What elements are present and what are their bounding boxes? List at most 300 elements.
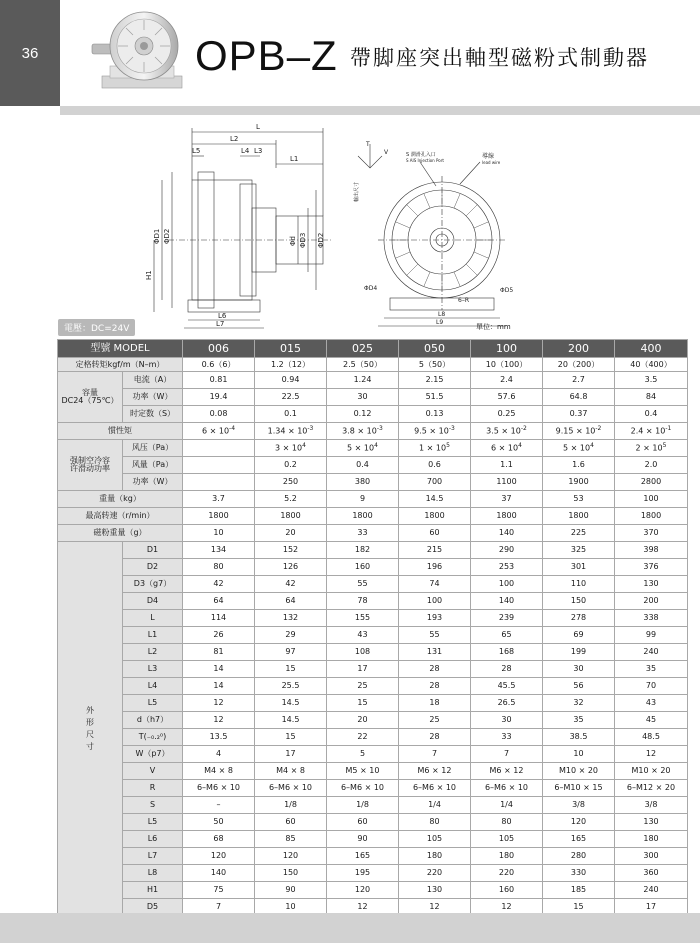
table-cell: 300 [615,848,688,865]
table-cell: 12 [399,899,471,916]
table-cell: 7 [399,746,471,763]
table-cell: M6 × 12 [399,763,471,780]
table-cell: 225 [543,525,615,542]
table-cell: M5 × 10 [327,763,399,780]
brake-product-photo [92,8,200,104]
table-row [58,423,688,440]
table-cell: 132 [255,610,327,627]
dim-L1: L1 [290,155,299,163]
table-cell: 239 [471,610,543,627]
table-row [58,797,688,814]
table-row [58,661,688,678]
table-cell: 108 [327,644,399,661]
table-cell: 134 [183,542,255,559]
table-cell: 33 [327,525,399,542]
table-cell: 12 [615,746,688,763]
table-cell: 0.94 [255,372,327,389]
table-cell: 30 [543,661,615,678]
table-cell: 90 [327,831,399,848]
model-100: 100 [471,340,543,358]
table-cell: 140 [183,865,255,882]
table-cell: 32 [543,695,615,712]
table-cell: 53 [543,491,615,508]
table-cell: 7 [183,899,255,916]
table-cell: 155 [327,610,399,627]
table-cell: 40（400） [615,358,688,372]
table-cell: 90 [255,882,327,899]
table-cell: 6–M6 × 10 [255,780,327,797]
table-cell: 126 [255,559,327,576]
table-cell: 165 [327,848,399,865]
table-cell: 43 [327,627,399,644]
table-cell: 110 [543,576,615,593]
table-cell: 20 [255,525,327,542]
dim-R: 6–R [458,297,469,304]
table-cell: 12 [471,899,543,916]
dim-L5: L5 [192,147,201,155]
table-cell [183,474,255,491]
table-cell: 14 [183,678,255,695]
table-cell: 17 [327,661,399,678]
table-cell: 200 [615,593,688,610]
model-header: 型號 MODEL [58,340,183,358]
table-cell: 70 [615,678,688,695]
table-row [58,491,688,508]
dim-L4: L4 [241,147,250,155]
cooling-group-label: 强制空冷容 许滑动功率 [58,440,123,491]
dim-V: V [384,149,389,156]
table-row [58,865,688,882]
table-cell: 28 [399,678,471,695]
table-cell: 185 [543,882,615,899]
table-cell: 380 [327,474,399,491]
row-label: S [123,797,183,814]
table-cell: 325 [543,542,615,559]
table-cell: 180 [471,848,543,865]
table-cell: 100 [615,491,688,508]
table-cell: 360 [615,865,688,882]
row-label: 功率（W） [123,389,183,406]
dim-D1: ΦD1 [153,228,161,244]
table-row [58,440,688,457]
row-label: 风压（Pa） [123,440,183,457]
table-cell [183,440,255,457]
unit-note: 單位：mm [476,323,511,331]
table-row [58,358,688,372]
table-cell: 182 [327,542,399,559]
table-cell: 1.24 [327,372,399,389]
table-row [58,542,688,559]
row-label: 磁粉重量（g） [58,525,183,542]
table-cell: 78 [327,593,399,610]
table-cell: 14.5 [255,712,327,729]
table-cell: $5 \times 10^4$ [327,440,399,457]
spec-table [57,339,688,916]
table-row [58,508,688,525]
table-cell: 99 [615,627,688,644]
row-label: W（p7） [123,746,183,763]
table-cell: 15 [327,695,399,712]
table-cell: 180 [615,831,688,848]
dim-T: T [366,141,370,148]
dim-D2-right: ΦD2 [317,232,325,248]
table-cell: 25 [327,678,399,695]
table-cell: 10 [183,525,255,542]
row-label: L8 [123,865,183,882]
table-cell [183,457,255,474]
dim-L8: L8 [438,311,446,318]
table-cell: 64 [255,593,327,610]
table-cell: 69 [543,627,615,644]
table-cell: 3.7 [183,491,255,508]
table-cell: 2.7 [543,372,615,389]
table-cell: 220 [399,865,471,882]
row-label: 时定数（S） [123,406,183,423]
table-row [58,848,688,865]
table-cell: 160 [471,882,543,899]
table-row [58,814,688,831]
row-label: L1 [123,627,183,644]
table-cell: 1/8 [327,797,399,814]
table-cell: M10 × 20 [543,763,615,780]
table-cell: 80 [471,814,543,831]
row-label: L4 [123,678,183,695]
table-cell: 22.5 [255,389,327,406]
table-cell: 168 [471,644,543,661]
row-label: D1 [123,542,183,559]
table-row [58,712,688,729]
table-cell: 29 [255,627,327,644]
row-label: 最高转速（r/min） [58,508,183,525]
table-cell: 6–M6 × 10 [327,780,399,797]
table-row [58,389,688,406]
table-cell: 1.6 [543,457,615,474]
dim-H1: H1 [145,270,153,280]
row-label: 惯性矩 [58,423,183,440]
table-row [58,610,688,627]
row-label: D5 [123,899,183,916]
table-cell: 60 [399,525,471,542]
table-cell: 85 [255,831,327,848]
table-cell: 17 [255,746,327,763]
table-cell: 5.2 [255,491,327,508]
table-cell: 3/8 [615,797,688,814]
row-label: L5 [123,695,183,712]
table-row [58,525,688,542]
table-cell: 45 [615,712,688,729]
table-cell: 28 [399,729,471,746]
table-cell: 55 [327,576,399,593]
table-cell: 131 [399,644,471,661]
table-cell: 38.5 [543,729,615,746]
table-cell: 13.5 [183,729,255,746]
table-cell: $2 \times 10^5$ [615,440,688,457]
lead-wire-label-en: lead wire [482,160,501,165]
side-view-drawing [145,120,348,332]
row-label: L2 [123,644,183,661]
table-cell: 6–M6 × 10 [183,780,255,797]
row-label: 功率（W） [123,474,183,491]
table-cell: 6–M6 × 10 [399,780,471,797]
lead-wire-label: 導線 [482,153,495,160]
table-cell: 60 [255,814,327,831]
dim-L9: L9 [436,319,444,326]
table-cell: 290 [471,542,543,559]
table-cell: 1.1 [471,457,543,474]
table-cell: 253 [471,559,543,576]
table-cell: 80 [399,814,471,831]
table-cell: $9.15 \times 10^{-2}$ [543,423,615,440]
table-row [58,831,688,848]
row-label: 电流（A） [123,372,183,389]
table-row [58,372,688,389]
model-025: 025 [327,340,399,358]
table-cell: 84 [615,389,688,406]
table-cell: 160 [327,559,399,576]
table-cell: 2.4 [471,372,543,389]
row-label: 风量（Pa） [123,457,183,474]
table-row [58,474,688,491]
table-cell: 0.37 [543,406,615,423]
table-cell: 165 [543,831,615,848]
table-cell: 150 [255,865,327,882]
header-row [58,340,688,358]
table-cell: 1900 [543,474,615,491]
table-cell: – [183,797,255,814]
table-cell: 20 [327,712,399,729]
table-row [58,882,688,899]
table-cell: 28 [399,661,471,678]
table-cell: 4 [183,746,255,763]
table-row [58,627,688,644]
row-label: L3 [123,661,183,678]
table-cell: 35 [543,712,615,729]
row-label: L5 [123,814,183,831]
table-cell: 14 [183,661,255,678]
table-cell: 15 [255,661,327,678]
table-cell: 26.5 [471,695,543,712]
table-cell: $5 \times 10^4$ [543,440,615,457]
table-cell: 15 [255,729,327,746]
table-cell: 100 [471,576,543,593]
model-400: 400 [615,340,688,358]
table-cell: 81 [183,644,255,661]
table-cell: 14.5 [399,491,471,508]
table-row [58,406,688,423]
table-cell: M4 × 8 [183,763,255,780]
table-cell: 30 [327,389,399,406]
model-006: 006 [183,340,255,358]
table-cell: 42 [183,576,255,593]
table-cell: 1/4 [471,797,543,814]
table-cell: 51.5 [399,389,471,406]
table-cell: 75 [183,882,255,899]
table-cell: $1 \times 10^5$ [399,440,471,457]
table-cell: 1/4 [399,797,471,814]
table-cell: 215 [399,542,471,559]
table-cell: 1800 [327,508,399,525]
table-cell: 280 [543,848,615,865]
table-cell: 9 [327,491,399,508]
table-cell: 398 [615,542,688,559]
table-cell: 700 [399,474,471,491]
port-label-en: S AIS Injection Port [406,158,444,163]
table-cell: 30 [471,712,543,729]
row-label: H1 [123,882,183,899]
table-cell: 1100 [471,474,543,491]
table-cell: 0.13 [399,406,471,423]
table-cell: 12 [183,695,255,712]
table-cell: 0.6 [399,457,471,474]
row-label: L7 [123,848,183,865]
table-cell: 193 [399,610,471,627]
table-cell: 2.5（50） [327,358,399,372]
footer-bar [0,913,700,943]
dim-d: Φd [289,236,297,246]
table-cell: 1800 [183,508,255,525]
table-cell: 140 [471,593,543,610]
output-dim-note: 輸出尺寸 [354,181,360,202]
table-cell: 1800 [255,508,327,525]
row-label: L [123,610,183,627]
table-cell: 25.5 [255,678,327,695]
table-row [58,457,688,474]
page-number: 36 [0,0,60,106]
table-cell: 2800 [615,474,688,491]
table-cell: $1.34 \times 10^{-3}$ [255,423,327,440]
table-cell: 114 [183,610,255,627]
table-cell: 25 [399,712,471,729]
table-cell: 12 [327,899,399,916]
table-cell: 120 [327,882,399,899]
table-cell: M10 × 20 [615,763,688,780]
row-label: 定格转矩kgf/m（N–m） [58,358,183,372]
table-cell: 195 [327,865,399,882]
table-cell: M4 × 8 [255,763,327,780]
table-cell: 0.1 [255,406,327,423]
dim-L6: L6 [218,312,227,320]
table-cell: 0.4 [327,457,399,474]
table-cell: 1/8 [255,797,327,814]
table-cell: 37 [471,491,543,508]
dim-D5: ΦD5 [500,287,514,294]
table-cell: 0.6（6） [183,358,255,372]
table-cell: 64.8 [543,389,615,406]
table-cell: 100 [399,593,471,610]
table-cell: 97 [255,644,327,661]
table-cell: 338 [615,610,688,627]
table-row [58,644,688,661]
table-cell: 60 [327,814,399,831]
dim-L3: L3 [254,147,263,155]
table-cell: $6 \times 10^4$ [471,440,543,457]
table-cell: 1.2（12） [255,358,327,372]
table-cell: 120 [255,848,327,865]
table-cell: 370 [615,525,688,542]
table-cell: 17 [615,899,688,916]
table-cell: 45.5 [471,678,543,695]
table-cell: 250 [255,474,327,491]
table-cell: 220 [471,865,543,882]
table-row [58,695,688,712]
table-cell: 6–M12 × 20 [615,780,688,797]
table-cell: 35 [615,661,688,678]
row-label: D4 [123,593,183,610]
table-cell: 5 [327,746,399,763]
table-cell: 20（200） [543,358,615,372]
table-cell: 10 [543,746,615,763]
table-cell: 0.81 [183,372,255,389]
table-row [58,559,688,576]
table-cell: 1800 [543,508,615,525]
capacity-group-label: 容量 DC24（75℃） [58,372,123,423]
table-cell: 120 [183,848,255,865]
table-cell: 180 [399,848,471,865]
table-cell: 0.2 [255,457,327,474]
dim-D4: ΦD4 [364,285,378,292]
table-row [58,729,688,746]
table-cell: 0.12 [327,406,399,423]
table-cell: 15 [543,899,615,916]
table-cell: 22 [327,729,399,746]
table-cell: 33 [471,729,543,746]
table-cell: 43 [615,695,688,712]
table-cell: 2.0 [615,457,688,474]
table-cell: 301 [543,559,615,576]
table-row [58,593,688,610]
table-cell: 105 [399,831,471,848]
model-title: OPB–Z [195,32,338,79]
table-cell: 0.08 [183,406,255,423]
table-cell: 1800 [399,508,471,525]
table-cell: 50 [183,814,255,831]
table-cell: $3.5 \times 10^{-2}$ [471,423,543,440]
table-cell: 196 [399,559,471,576]
table-cell: 64 [183,593,255,610]
table-cell: 10（100） [471,358,543,372]
row-label: T(₋₀.₂⁰) [123,729,183,746]
table-cell: $2.4 \times 10^{-1}$ [615,423,688,440]
table-cell: $3.8 \times 10^{-3}$ [327,423,399,440]
table-cell: 0.4 [615,406,688,423]
table-row [58,678,688,695]
table-cell: 7 [471,746,543,763]
front-view-drawing [350,140,530,332]
table-cell: 130 [399,882,471,899]
table-cell: 240 [615,644,688,661]
voltage-label: 電壓：DC=24V [58,319,135,336]
product-title: 帶脚座突出軸型磁粉式制動器 [350,46,649,70]
table-cell: 130 [615,576,688,593]
dim-D3: ΦD3 [299,232,307,248]
table-cell: 0.25 [471,406,543,423]
table-cell: 28 [471,661,543,678]
row-label: D2 [123,559,183,576]
table-cell: 3/8 [543,797,615,814]
row-label: V [123,763,183,780]
table-cell: 5（50） [399,358,471,372]
table-cell: 57.6 [471,389,543,406]
table-cell: 74 [399,576,471,593]
table-cell: 1800 [471,508,543,525]
table-cell: 2.15 [399,372,471,389]
table-cell: 3.5 [615,372,688,389]
table-cell: 278 [543,610,615,627]
dimension-group-label: 外 形 尺 寸 [58,542,123,916]
table-cell: 152 [255,542,327,559]
row-label: D3（g7） [123,576,183,593]
table-cell: 68 [183,831,255,848]
